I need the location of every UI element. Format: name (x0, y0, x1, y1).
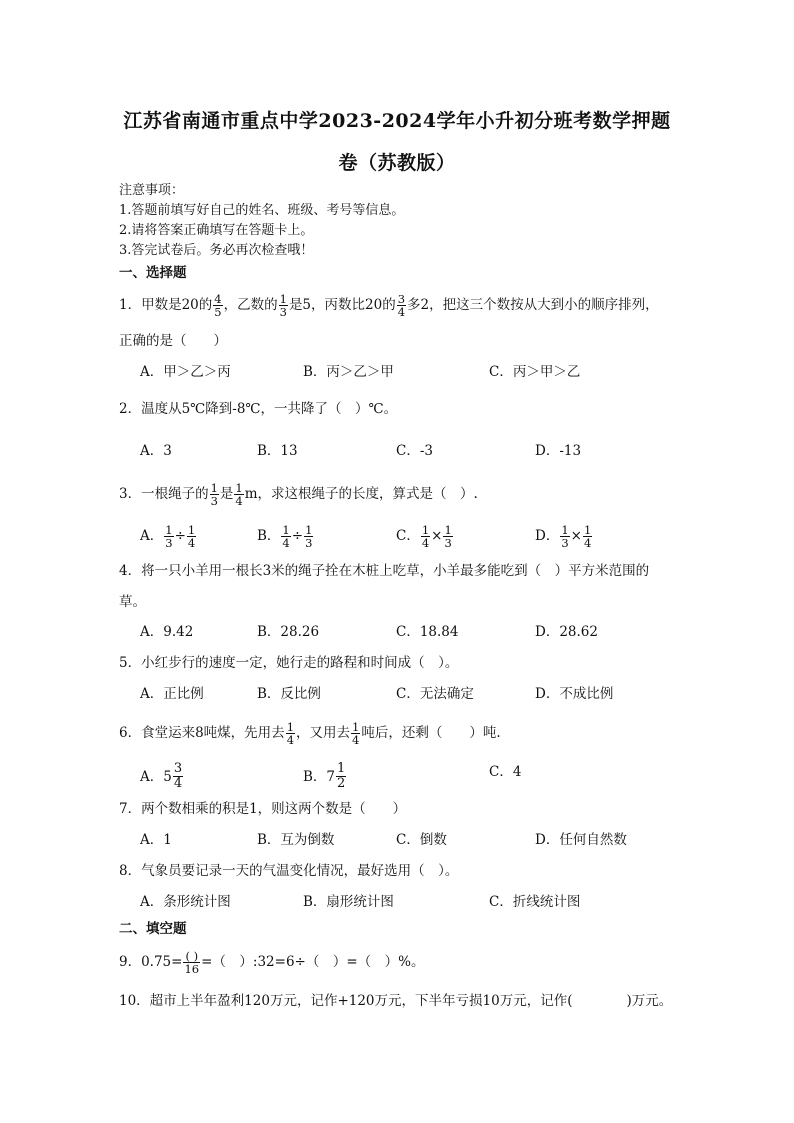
fraction: $\frac{3}{4}$ (397, 292, 406, 319)
q5-option-b[interactable]: B．反比例 (257, 686, 321, 702)
note-item: 2.请将答案正确填写在答题卡上。 (119, 223, 314, 238)
fraction: $\frac{1}{3}$ (210, 481, 218, 508)
fraction: $\frac{1}{4}$ (286, 720, 295, 747)
question-10: 10．超市上半年盈利120万元，记作+120万元，下半年亏损10万元，记作( )万元。 (119, 993, 673, 1009)
section-heading-fill: 二、填空题 (119, 921, 187, 937)
fraction: $\frac{1}{4}$ (235, 481, 243, 508)
q4-option-b[interactable]: B．28.26 (257, 624, 320, 640)
q8-option-a[interactable]: A．条形统计图 (140, 894, 231, 910)
q8-option-c[interactable]: C．折线统计图 (489, 894, 581, 910)
q4-option-d[interactable]: D．28.62 (535, 624, 598, 640)
fraction: $\frac{( )}{16}$ (184, 949, 200, 976)
question-4: 4．将一只小羊用一根长3米的绳子拴在木桩上吃草，小羊最多能吃到（ ）平方米范围的 (119, 563, 650, 579)
q3-option-c[interactable]: C． $\frac{1}{4}$ × $\frac{1}{3}$ (396, 523, 452, 550)
question-2: 2．温度从5℃降到-8℃，一共降了（ ）℃。 (119, 401, 398, 417)
q4-option-a[interactable]: A．9.42 (140, 624, 194, 640)
q4-option-c[interactable]: C．18.84 (396, 624, 459, 640)
question-6: 6．食堂运来8吨煤，先用去 $\frac{1}{4}$ ，又用去 $\frac{1}{4}$ 吨后，还剩（ ）吨. (119, 720, 501, 747)
question-8: 8．气象员要记录一天的气温变化情况，最好选用（ ）。 (119, 863, 459, 879)
fraction: $\frac{1}{3}$ (279, 292, 287, 319)
q1-option-a[interactable]: A．甲＞乙＞丙 (140, 364, 231, 380)
q6-option-c[interactable]: C．4 (489, 764, 522, 780)
q3-option-b[interactable]: B． $\frac{1}{4}$ ÷ $\frac{1}{3}$ (257, 523, 313, 550)
q2-option-c[interactable]: C．-3 (396, 443, 433, 459)
question-3: 3．一根绳子的 $\frac{1}{3}$ 是 $\frac{1}{4}$ m，求这根绳子的长度，算式是（ ）. (119, 481, 478, 508)
q3-option-d[interactable]: D． $\frac{1}{3}$ × $\frac{1}{4}$ (535, 523, 592, 550)
q2-option-d[interactable]: D．-13 (535, 443, 582, 459)
q2-option-b[interactable]: B．13 (257, 443, 298, 459)
q5-option-a[interactable]: A．正比例 (140, 686, 204, 702)
note-item: 3.答完试卷后。务必再次检查哦！ (119, 243, 314, 258)
q6-option-a[interactable]: A． 5 $\frac{3}{4}$ (140, 761, 183, 791)
notes-heading: 注意事项： (119, 183, 185, 198)
q3-option-a[interactable]: A． $\frac{1}{3}$ ÷ $\frac{1}{4}$ (140, 523, 196, 550)
fraction: $\frac{4}{5}$ (214, 292, 222, 319)
section-heading-choice: 一、选择题 (119, 265, 187, 281)
question-9: 9．0.75= $\frac{( )}{16}$ =（ ）:32=6÷（ ）=（ ）%。 (119, 949, 425, 976)
q6-option-b[interactable]: B． 7 $\frac{1}{2}$ (303, 761, 346, 791)
question-1: 1．甲数是20的 $\frac{4}{5}$ ，乙数的 $\frac{1}{3}$ 是5，丙数比20的 $\frac{3}{4}$ 多2，把这三个数按从大到小的顺序排列， (119, 292, 659, 319)
exam-title-line2: 卷（苏教版） (338, 152, 456, 174)
question-5: 5．小红步行的速度一定，她行走的路程和时间成（ ）。 (119, 655, 459, 671)
question-1-continuation: 正确的是（ ） (119, 333, 227, 349)
q7-option-a[interactable]: A．1 (140, 832, 172, 848)
note-item: 1.答题前填写好自己的姓名、班级、考号等信息。 (119, 203, 405, 218)
q7-option-c[interactable]: C．倒数 (396, 832, 447, 848)
question-7: 7．两个数相乘的积是1，则这两个数是（ ） (119, 801, 407, 817)
fraction: $\frac{1}{4}$ (352, 720, 360, 747)
q7-option-d[interactable]: D．任何自然数 (535, 832, 627, 848)
q8-option-b[interactable]: B．扇形统计图 (303, 894, 394, 910)
q5-option-c[interactable]: C．无法确定 (396, 686, 474, 702)
q2-option-a[interactable]: A．3 (140, 443, 172, 459)
q1-option-c[interactable]: C．丙＞甲＞乙 (489, 364, 581, 380)
exam-title-line1: 江苏省南通市重点中学2023-2024学年小升初分班考数学押题 (123, 110, 671, 132)
question-4-continuation: 草。 (119, 594, 146, 610)
q7-option-b[interactable]: B．互为倒数 (257, 832, 335, 848)
q1-option-b[interactable]: B．丙＞乙＞甲 (303, 364, 394, 380)
q5-option-d[interactable]: D．不成比例 (535, 686, 614, 702)
